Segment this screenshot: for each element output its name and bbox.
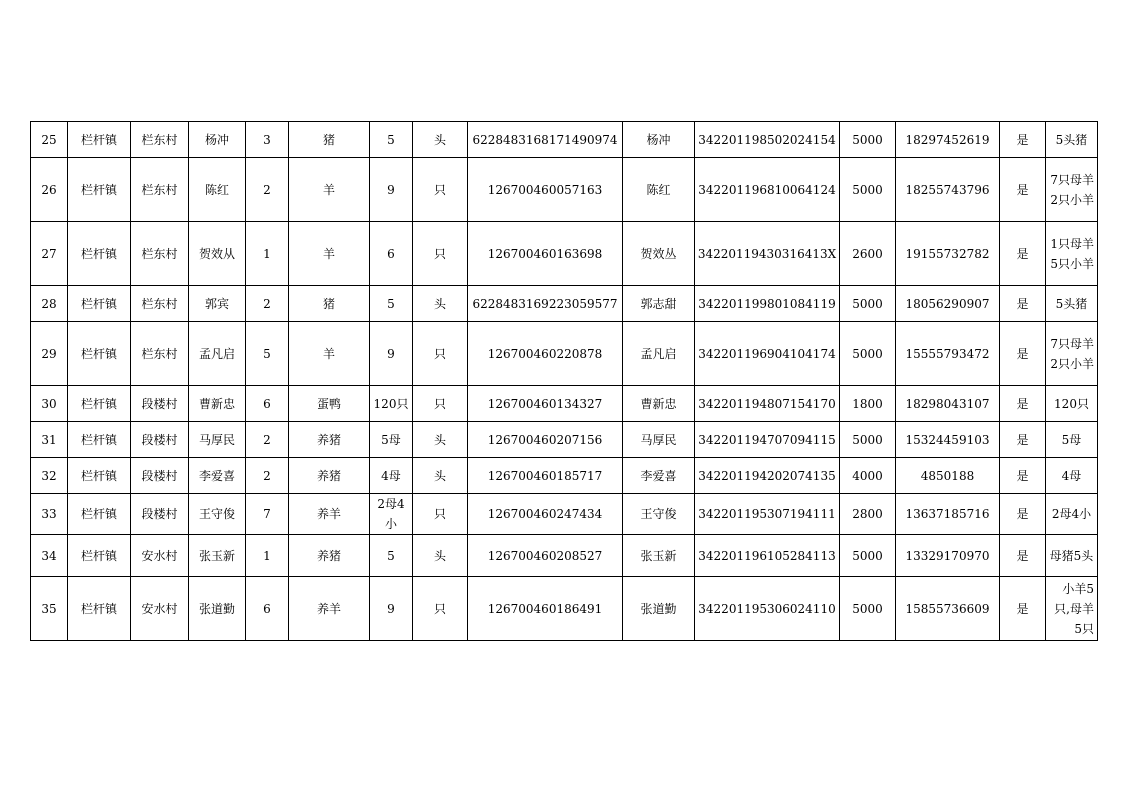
unit-cell: 头 (413, 286, 468, 322)
id-number-cell: 34220119430316413X (695, 222, 840, 286)
confirmed-flag-cell: 是 (1000, 322, 1046, 386)
row-number-cell: 33 (31, 494, 68, 535)
town-cell: 栏杆镇 (68, 386, 131, 422)
account-holder-cell: 王守俊 (623, 494, 695, 535)
confirmed-flag-cell: 是 (1000, 122, 1046, 158)
unit-cell: 只 (413, 386, 468, 422)
livestock-type-cell: 羊 (289, 222, 370, 286)
subsidy-amount-cell: 5000 (840, 422, 896, 458)
subsidy-amount-cell: 2600 (840, 222, 896, 286)
phone-cell: 15855736609 (896, 577, 1000, 641)
account-holder-cell: 李爱喜 (623, 458, 695, 494)
household-name-cell: 孟凡启 (189, 322, 246, 386)
household-name-cell: 张玉新 (189, 535, 246, 577)
village-cell: 段楼村 (131, 494, 189, 535)
livestock-type-cell: 养猪 (289, 422, 370, 458)
account-holder-cell: 马厚民 (623, 422, 695, 458)
unit-cell: 只 (413, 158, 468, 222)
village-cell: 栏东村 (131, 222, 189, 286)
bank-account-cell: 126700460185717 (468, 458, 623, 494)
row-number-cell: 32 (31, 458, 68, 494)
bank-account-cell: 126700460207156 (468, 422, 623, 458)
quantity-cell: 5 (370, 122, 413, 158)
remark-cell: 1只母羊5只小羊 (1046, 222, 1098, 286)
phone-cell: 15324459103 (896, 422, 1000, 458)
account-holder-cell: 张玉新 (623, 535, 695, 577)
subsidy-amount-cell: 1800 (840, 386, 896, 422)
unit-cell: 只 (413, 577, 468, 641)
remark-cell: 5头猪 (1046, 122, 1098, 158)
confirmed-flag-cell: 是 (1000, 286, 1046, 322)
unit-cell: 头 (413, 422, 468, 458)
confirmed-flag-cell: 是 (1000, 422, 1046, 458)
bank-account-cell: 126700460057163 (468, 158, 623, 222)
table-row (31, 386, 1098, 422)
family-size-cell: 2 (246, 422, 289, 458)
quantity-cell: 6 (370, 222, 413, 286)
livestock-type-cell: 养羊 (289, 577, 370, 641)
phone-cell: 18255743796 (896, 158, 1000, 222)
town-cell: 栏杆镇 (68, 322, 131, 386)
row-number-cell: 26 (31, 158, 68, 222)
quantity-cell: 9 (370, 577, 413, 641)
subsidy-amount-cell: 2800 (840, 494, 896, 535)
household-name-cell: 郭宾 (189, 286, 246, 322)
remark-cell: 7只母羊2只小羊 (1046, 322, 1098, 386)
table-row (31, 494, 1098, 535)
family-size-cell: 7 (246, 494, 289, 535)
table-row (31, 222, 1098, 286)
row-number-cell: 31 (31, 422, 68, 458)
confirmed-flag-cell: 是 (1000, 494, 1046, 535)
family-size-cell: 6 (246, 386, 289, 422)
table-row (31, 322, 1098, 386)
bank-account-cell: 126700460134327 (468, 386, 623, 422)
town-cell: 栏杆镇 (68, 422, 131, 458)
town-cell: 栏杆镇 (68, 577, 131, 641)
livestock-type-cell: 养猪 (289, 458, 370, 494)
row-number-cell: 25 (31, 122, 68, 158)
account-holder-cell: 贺效丛 (623, 222, 695, 286)
village-cell: 栏东村 (131, 322, 189, 386)
household-name-cell: 王守俊 (189, 494, 246, 535)
subsidy-amount-cell: 5000 (840, 122, 896, 158)
quantity-cell: 5 (370, 535, 413, 577)
id-number-cell: 342201196904104174 (695, 322, 840, 386)
livestock-type-cell: 蛋鸭 (289, 386, 370, 422)
confirmed-flag-cell: 是 (1000, 458, 1046, 494)
account-holder-cell: 曹新忠 (623, 386, 695, 422)
remark-cell: 4母 (1046, 458, 1098, 494)
id-number-cell: 342201198502024154 (695, 122, 840, 158)
household-name-cell: 贺效从 (189, 222, 246, 286)
quantity-cell: 4母 (370, 458, 413, 494)
town-cell: 栏杆镇 (68, 222, 131, 286)
town-cell: 栏杆镇 (68, 286, 131, 322)
account-holder-cell: 孟凡启 (623, 322, 695, 386)
confirmed-flag-cell: 是 (1000, 222, 1046, 286)
village-cell: 段楼村 (131, 458, 189, 494)
id-number-cell: 342201194202074135 (695, 458, 840, 494)
bank-account-cell: 126700460220878 (468, 322, 623, 386)
phone-cell: 18297452619 (896, 122, 1000, 158)
subsidy-amount-cell: 5000 (840, 286, 896, 322)
family-size-cell: 5 (246, 322, 289, 386)
quantity-cell: 5 (370, 286, 413, 322)
phone-cell: 4850188 (896, 458, 1000, 494)
phone-cell: 19155732782 (896, 222, 1000, 286)
table-body (31, 122, 1098, 641)
id-number-cell: 342201196810064124 (695, 158, 840, 222)
village-cell: 栏东村 (131, 158, 189, 222)
remark-cell: 5头猪 (1046, 286, 1098, 322)
confirmed-flag-cell: 是 (1000, 158, 1046, 222)
phone-cell: 15555793472 (896, 322, 1000, 386)
table-row (31, 535, 1098, 577)
quantity-cell: 9 (370, 322, 413, 386)
id-number-cell: 342201195306024110 (695, 577, 840, 641)
id-number-cell: 342201199801084119 (695, 286, 840, 322)
household-name-cell: 马厚民 (189, 422, 246, 458)
family-size-cell: 1 (246, 222, 289, 286)
household-name-cell: 陈红 (189, 158, 246, 222)
livestock-type-cell: 羊 (289, 322, 370, 386)
table-row (31, 422, 1098, 458)
quantity-cell: 9 (370, 158, 413, 222)
quantity-cell: 2母4小 (370, 494, 413, 535)
remark-cell: 2母4小 (1046, 494, 1098, 535)
bank-account-cell: 126700460186491 (468, 577, 623, 641)
table-row (31, 458, 1098, 494)
quantity-cell: 5母 (370, 422, 413, 458)
town-cell: 栏杆镇 (68, 535, 131, 577)
subsidy-amount-cell: 4000 (840, 458, 896, 494)
subsidy-amount-cell: 5000 (840, 535, 896, 577)
bank-account-cell: 6228483168171490974 (468, 122, 623, 158)
id-number-cell: 342201194807154170 (695, 386, 840, 422)
row-number-cell: 34 (31, 535, 68, 577)
unit-cell: 只 (413, 322, 468, 386)
table-row (31, 577, 1098, 641)
remark-cell: 7只母羊2只小羊 (1046, 158, 1098, 222)
id-number-cell: 342201195307194111 (695, 494, 840, 535)
village-cell: 段楼村 (131, 422, 189, 458)
town-cell: 栏杆镇 (68, 158, 131, 222)
confirmed-flag-cell: 是 (1000, 577, 1046, 641)
unit-cell: 头 (413, 535, 468, 577)
row-number-cell: 29 (31, 322, 68, 386)
family-size-cell: 2 (246, 286, 289, 322)
family-size-cell: 2 (246, 458, 289, 494)
household-name-cell: 张道勤 (189, 577, 246, 641)
livestock-type-cell: 猪 (289, 286, 370, 322)
livestock-type-cell: 养猪 (289, 535, 370, 577)
household-subsidy-table (30, 121, 1098, 641)
account-holder-cell: 郭志甜 (623, 286, 695, 322)
town-cell: 栏杆镇 (68, 122, 131, 158)
phone-cell: 18056290907 (896, 286, 1000, 322)
household-name-cell: 杨冲 (189, 122, 246, 158)
family-size-cell: 6 (246, 577, 289, 641)
confirmed-flag-cell: 是 (1000, 535, 1046, 577)
town-cell: 栏杆镇 (68, 458, 131, 494)
household-name-cell: 李爱喜 (189, 458, 246, 494)
village-cell: 栏东村 (131, 286, 189, 322)
phone-cell: 13329170970 (896, 535, 1000, 577)
subsidy-amount-cell: 5000 (840, 158, 896, 222)
phone-cell: 18298043107 (896, 386, 1000, 422)
table-row (31, 286, 1098, 322)
account-holder-cell: 陈红 (623, 158, 695, 222)
row-number-cell: 27 (31, 222, 68, 286)
id-number-cell: 342201196105284113 (695, 535, 840, 577)
subsidy-amount-cell: 5000 (840, 322, 896, 386)
unit-cell: 头 (413, 122, 468, 158)
table-row (31, 158, 1098, 222)
village-cell: 安水村 (131, 577, 189, 641)
livestock-type-cell: 养羊 (289, 494, 370, 535)
quantity-cell: 120只 (370, 386, 413, 422)
household-name-cell: 曹新忠 (189, 386, 246, 422)
town-cell: 栏杆镇 (68, 494, 131, 535)
bank-account-cell: 126700460163698 (468, 222, 623, 286)
bank-account-cell: 126700460247434 (468, 494, 623, 535)
remark-cell: 120只 (1046, 386, 1098, 422)
village-cell: 段楼村 (131, 386, 189, 422)
unit-cell: 只 (413, 222, 468, 286)
row-number-cell: 35 (31, 577, 68, 641)
bank-account-cell: 6228483169223059577 (468, 286, 623, 322)
village-cell: 安水村 (131, 535, 189, 577)
row-number-cell: 28 (31, 286, 68, 322)
remark-cell: 母猪5头 (1046, 535, 1098, 577)
row-number-cell: 30 (31, 386, 68, 422)
family-size-cell: 1 (246, 535, 289, 577)
remark-cell: 5母 (1046, 422, 1098, 458)
subsidy-amount-cell: 5000 (840, 577, 896, 641)
unit-cell: 只 (413, 494, 468, 535)
confirmed-flag-cell: 是 (1000, 386, 1046, 422)
phone-cell: 13637185716 (896, 494, 1000, 535)
family-size-cell: 3 (246, 122, 289, 158)
bank-account-cell: 126700460208527 (468, 535, 623, 577)
livestock-type-cell: 羊 (289, 158, 370, 222)
village-cell: 栏东村 (131, 122, 189, 158)
livestock-type-cell: 猪 (289, 122, 370, 158)
account-holder-cell: 杨冲 (623, 122, 695, 158)
table-row (31, 122, 1098, 158)
remark-cell: 小羊5只,母羊5只 (1046, 577, 1098, 641)
family-size-cell: 2 (246, 158, 289, 222)
unit-cell: 头 (413, 458, 468, 494)
account-holder-cell: 张道勤 (623, 577, 695, 641)
id-number-cell: 342201194707094115 (695, 422, 840, 458)
